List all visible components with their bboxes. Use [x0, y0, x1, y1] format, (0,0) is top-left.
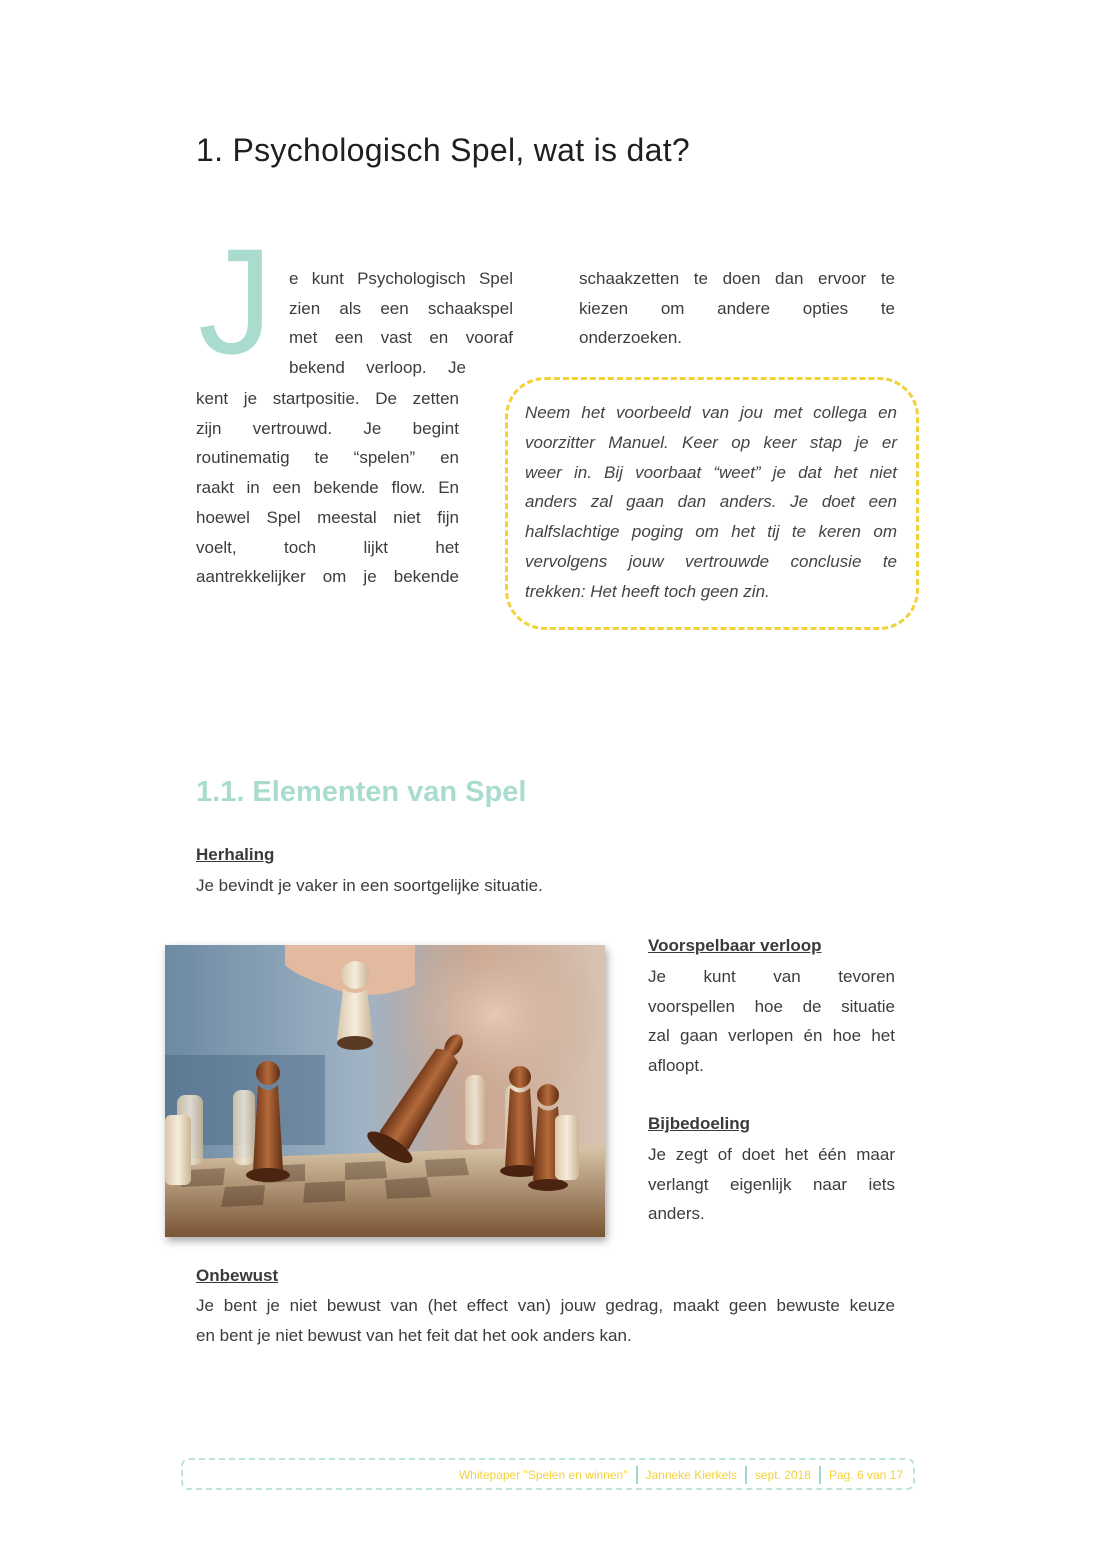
text-line: trekken: Het heeft toch geen zin.	[525, 581, 770, 601]
text-line: routinematig te “spelen” en	[196, 448, 459, 468]
subheading-voorspelbaar-verloop: Voorspelbaar verloop	[648, 936, 822, 955]
text-line: Je zegt of doet het één maar	[648, 1145, 895, 1164]
text-line: weer in. Bij voorbaat “weet” je dat het niet	[525, 462, 897, 482]
text-line: met een vast en vooraf	[289, 328, 513, 348]
text-line: Neem het voorbeeld van jou met collega en	[525, 403, 897, 422]
intro-column-1-bottom	[196, 384, 459, 592]
text-line: anders.	[648, 1204, 705, 1224]
subheading-bijbedoeling: Bijbedoeling	[648, 1114, 750, 1133]
footer-page-number: Pag. 6 van 17	[828, 1468, 903, 1482]
onbewust-text	[196, 1291, 895, 1350]
text-line: verlangt eigenlijk naar iets	[648, 1174, 895, 1194]
text-line: Je kunt van tevoren	[648, 967, 895, 986]
chess-photo	[165, 945, 605, 1237]
text-line: voelt, toch lijkt het	[196, 537, 459, 557]
subheading-onbewust: Onbewust	[196, 1266, 279, 1285]
text-line: e kunt Psychologisch Spel	[289, 269, 513, 288]
footer-date: sept. 2018	[754, 1468, 811, 1482]
text-line: zien als een schaakspel	[289, 298, 513, 318]
voorspelbaar-text	[648, 962, 895, 1081]
bijbedoeling-text	[648, 1140, 895, 1229]
text-line: voorspellen hoe de situatie	[648, 996, 895, 1016]
footer	[459, 1466, 903, 1484]
footer-separator	[636, 1466, 638, 1484]
text-line: schaakzetten te doen dan ervoor te	[579, 269, 895, 288]
footer-author: Janneke Kierkels	[645, 1468, 737, 1482]
text-line: bekend verloop. Je	[289, 358, 466, 378]
footer-separator	[745, 1466, 747, 1484]
text-line: halfslachtige poging om het tij te keren om	[525, 522, 897, 542]
text-line: anders zal gaan dan anders. Je doet een	[525, 492, 897, 512]
text-line: kent je startpositie. De zetten	[196, 389, 459, 408]
herhaling-text: Je bevindt je vaker in een soortgelijke situatie.	[196, 876, 543, 895]
intro-column-1-top	[289, 264, 513, 383]
footer-document-title: Whitepaper "Spelen en winnen"	[458, 1468, 628, 1482]
text-line: hoewel Spel meestal niet fijn	[196, 507, 459, 527]
text-line: kiezen om andere opties te	[579, 298, 895, 318]
text-line: vervolgens jouw vertrouwde conclusie te	[525, 551, 897, 571]
text-line: voorzitter Manuel. Keer op keer stap je er	[525, 432, 897, 452]
text-line: afloopt.	[648, 1056, 704, 1076]
text-line: zijn vertrouwd. Je begint	[196, 418, 459, 438]
text-line: Je bent je niet bewust van (het effect van) jouw gedrag, maakt geen bewuste keuze	[196, 1296, 895, 1315]
footer-separator	[819, 1466, 821, 1484]
text-line: zal gaan verlopen én hoe het	[648, 1026, 895, 1046]
text-line: en bent je niet bewust van het feit dat het ook anders kan.	[196, 1325, 632, 1345]
subheading-herhaling: Herhaling	[196, 845, 275, 864]
intro-column-2	[579, 264, 895, 353]
text-line: raakt in een bekende flow. En	[196, 478, 459, 498]
text-line: onderzoeken.	[579, 328, 683, 348]
callout-text	[525, 398, 897, 607]
drop-cap: J	[198, 217, 273, 385]
chess-illustration	[165, 945, 605, 1237]
section-heading: 1.1. Elementen van Spel	[196, 776, 527, 808]
text-line: aantrekkelijker om je bekende	[196, 567, 459, 587]
page-title: 1. Psychologisch Spel, wat is dat?	[196, 132, 691, 168]
